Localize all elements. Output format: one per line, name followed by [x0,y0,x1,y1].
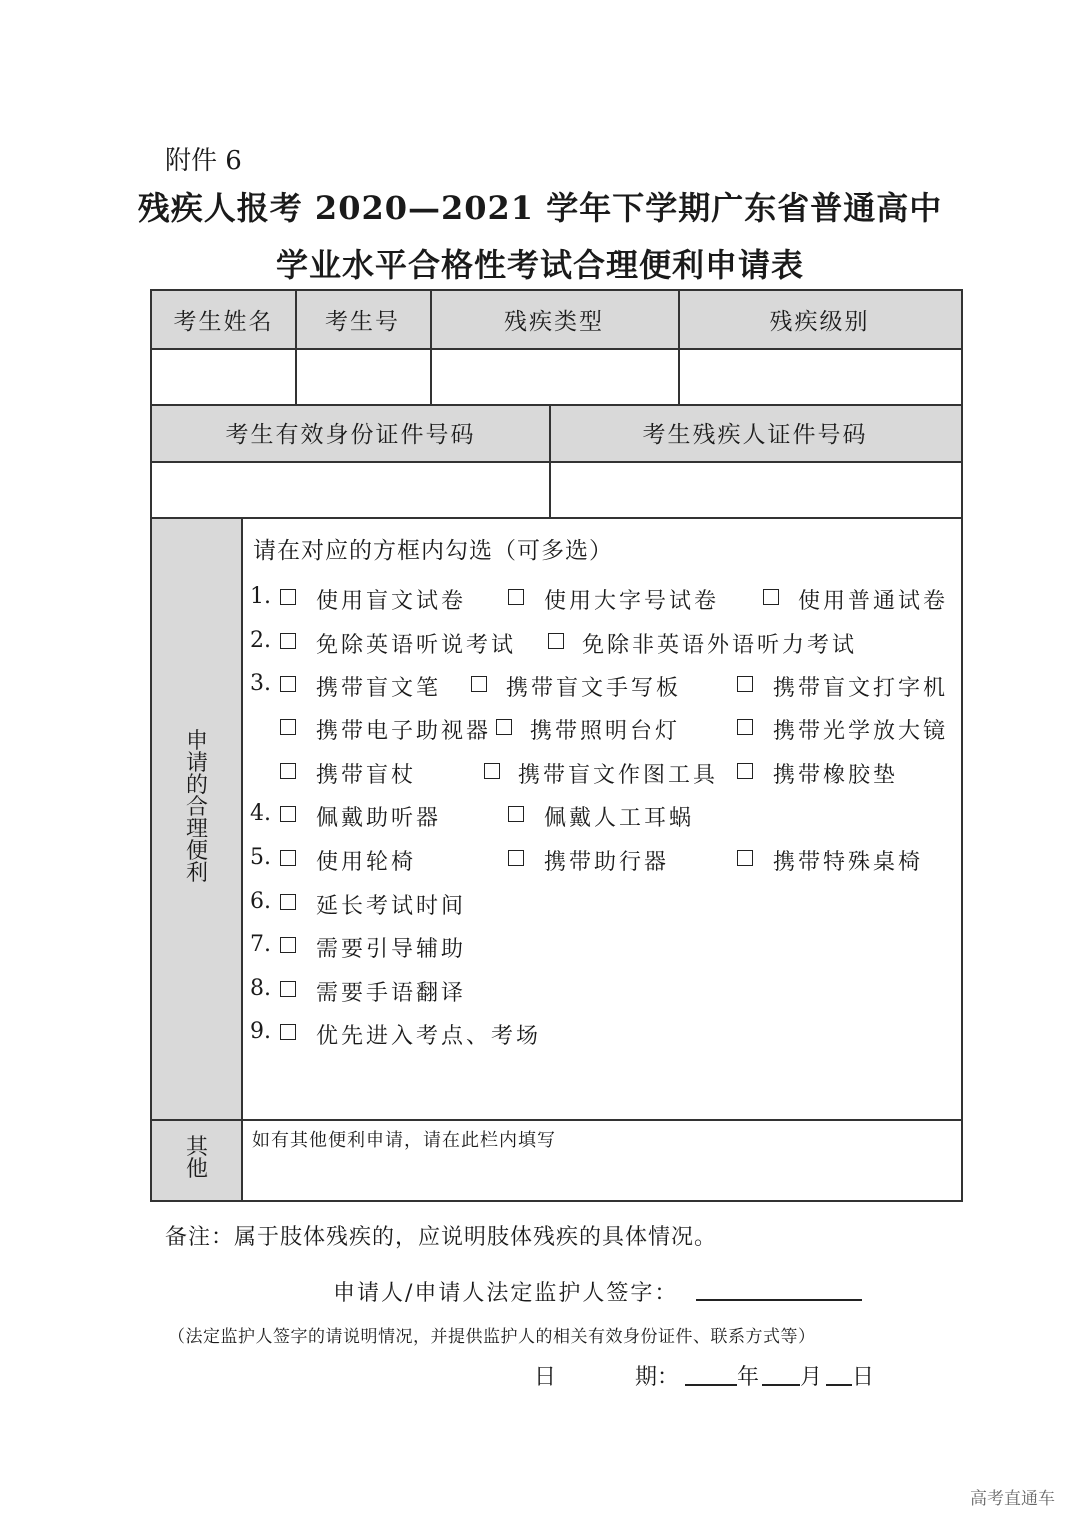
option-number: 7. [250,932,271,957]
option-checkbox[interactable] [737,719,753,735]
option-label: 免除非英语外语听力考试 [582,633,858,658]
header-disability-level: 残疾级别 [769,309,870,335]
date-month-unit: 月 [800,1365,823,1390]
option-checkbox[interactable] [763,589,779,605]
disability-type-field[interactable] [430,348,678,404]
option-number: 4. [250,801,271,826]
application-table [150,289,963,1202]
option-label: 需要引导辅助 [316,937,467,962]
student-number-field[interactable] [295,348,430,404]
option-label: 携带特殊桌椅 [773,850,924,875]
option-label: 携带盲文笔 [316,676,442,701]
option-number: 8. [250,976,271,1001]
option-checkbox[interactable] [280,676,296,692]
header-disability-cert-number: 考生残疾人证件号码 [642,422,868,448]
option-checkbox[interactable] [737,676,753,692]
option-checkbox[interactable] [280,894,296,910]
date-day-unit: 日 [852,1365,875,1390]
header-student-name: 考生姓名 [173,309,274,335]
watermark: 高考直通车 [970,1489,1055,1509]
option-checkbox[interactable] [280,763,296,779]
option-number: 1. [250,584,271,609]
option-label: 免除英语听说考试 [316,633,517,658]
option-label: 携带盲文作图工具 [518,763,719,788]
other-hint: 如有其他便利申请，请在此栏内填写 [252,1130,556,1151]
option-label: 延长考试时间 [316,894,467,919]
option-checkbox[interactable] [496,719,512,735]
option-number: 5. [250,845,271,870]
option-checkbox[interactable] [280,633,296,649]
remark-text: 备注：属于肢体残疾的，应说明肢体残疾的具体情况。 [165,1225,718,1250]
option-number: 9. [250,1019,271,1044]
option-label: 携带电子助视器 [316,719,492,744]
form-title-line1: 残疾人报考 2020—2021 学年下学期广东省普通高中 [137,189,943,227]
date-label-a: 日 [534,1365,557,1390]
option-label: 佩戴人工耳蜗 [544,806,695,831]
disability-level-field[interactable] [678,348,961,404]
option-label: 使用轮椅 [316,850,417,875]
section-label-other: 其他 [185,1135,208,1182]
option-label: 使用盲文试卷 [316,589,467,614]
option-number: 3. [250,671,271,696]
option-checkbox[interactable] [508,850,524,866]
header-id-number: 考生有效身份证件号码 [225,422,476,448]
option-checkbox[interactable] [280,719,296,735]
option-number: 6. [250,889,271,914]
option-label: 携带盲杖 [316,763,417,788]
instruction-text: 请在对应的方框内勾选（可多选） [253,538,613,564]
option-checkbox[interactable] [737,850,753,866]
option-label: 携带照明台灯 [530,719,681,744]
option-label: 需要手语翻译 [316,981,467,1006]
signature-note: （法定监护人签字的请说明情况，并提供监护人的相关有效身份证件、联系方式等） [168,1327,816,1347]
option-checkbox[interactable] [280,589,296,605]
option-checkbox[interactable] [508,589,524,605]
signature-line[interactable] [696,1299,862,1301]
header-student-number: 考生号 [325,309,400,335]
option-label: 携带光学放大镜 [773,719,949,744]
section-label-apply: 申请的合理便利 [185,729,208,886]
option-checkbox[interactable] [484,763,500,779]
option-label: 携带助行器 [544,850,670,875]
option-label: 使用大字号试卷 [544,589,720,614]
option-label: 优先进入考点、考场 [316,1024,542,1049]
option-number: 2. [250,628,271,653]
option-checkbox[interactable] [280,937,296,953]
option-checkbox[interactable] [280,981,296,997]
student-name-field[interactable] [152,348,295,404]
option-label: 使用普通试卷 [798,589,949,614]
form-title-line2: 学业水平合格性考试合理便利申请表 [275,246,804,284]
date-year-unit: 年 [737,1365,760,1390]
option-label: 携带盲文打字机 [773,676,949,701]
option-label: 携带橡胶垫 [773,763,899,788]
month-line[interactable] [762,1384,800,1386]
option-checkbox[interactable] [471,676,487,692]
date-label-b: 期： [635,1365,680,1390]
option-checkbox[interactable] [280,806,296,822]
option-checkbox[interactable] [508,806,524,822]
option-label: 佩戴助听器 [316,806,442,831]
id-number-field[interactable] [152,461,549,517]
disability-cert-number-field[interactable] [549,461,961,517]
day-line[interactable] [826,1384,852,1386]
option-checkbox[interactable] [737,763,753,779]
option-checkbox[interactable] [548,633,564,649]
option-checkbox[interactable] [280,850,296,866]
year-line[interactable] [685,1384,737,1386]
signature-label: 申请人/申请人法定监护人签字： [333,1281,679,1306]
header-disability-type: 残疾类型 [504,309,604,335]
option-label: 携带盲文手写板 [506,676,682,701]
option-checkbox[interactable] [280,1024,296,1040]
attachment-label: 附件 6 [165,146,242,176]
